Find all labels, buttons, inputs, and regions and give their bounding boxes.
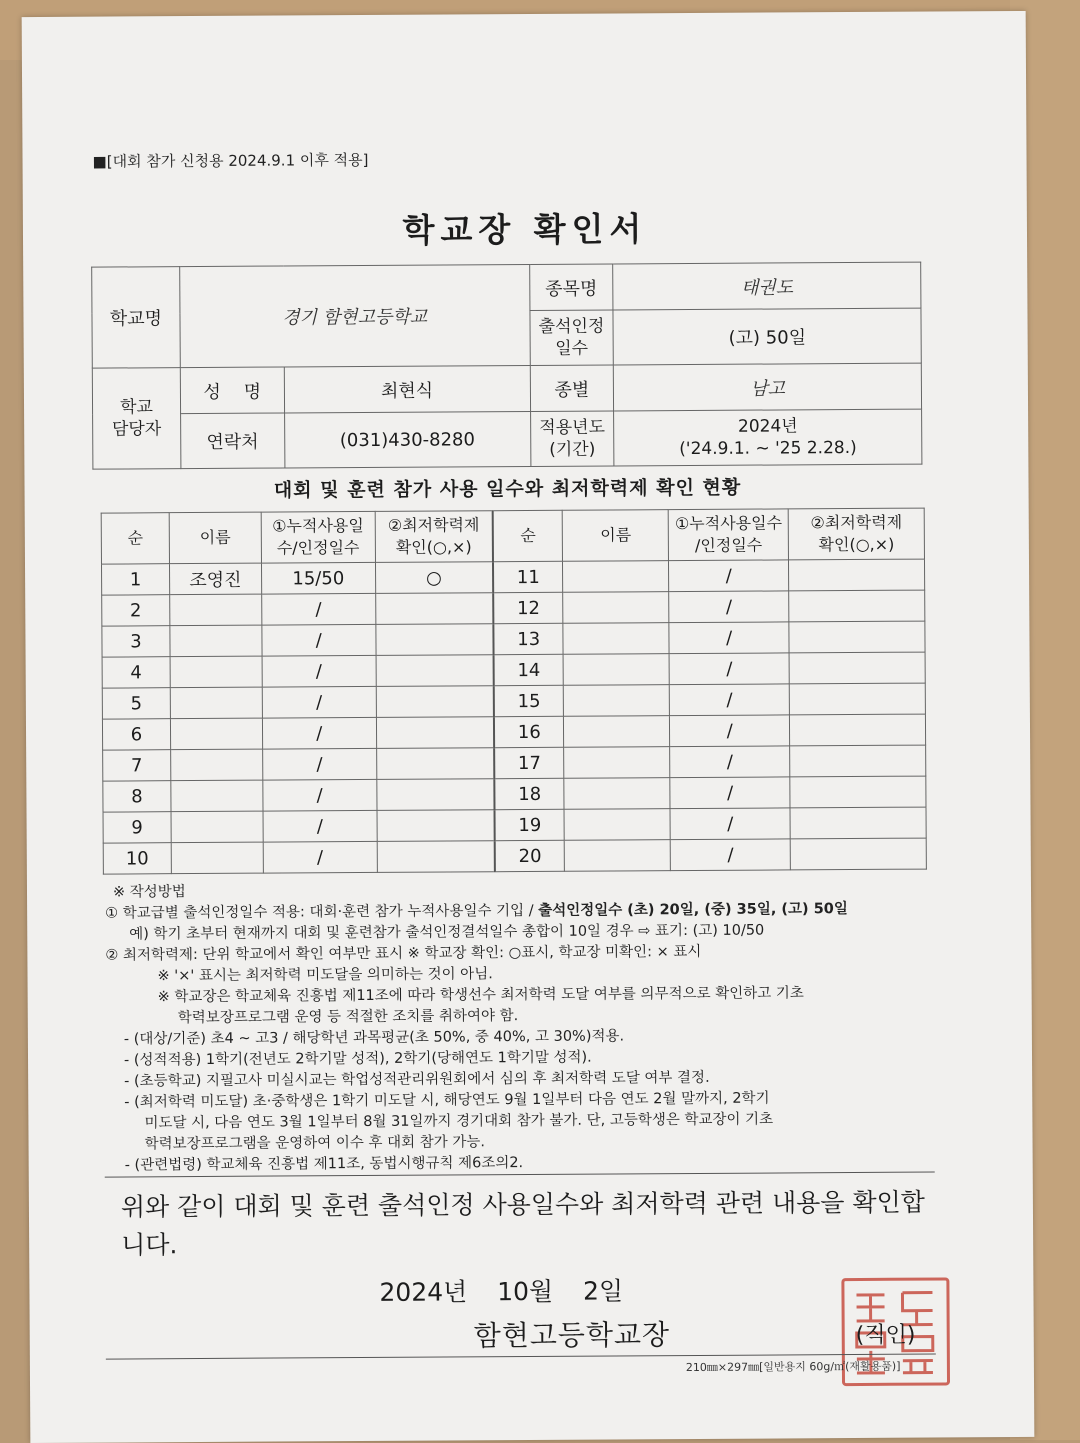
instr-line6: 학력보장프로그램 운영 등 적절한 조치를 취하여야 함. xyxy=(177,1008,519,1027)
contact-value: (031)430-8280 xyxy=(284,411,530,467)
instr-line13: - (관련법령) 학교체육 진흥법 제11조, 동법시행규칙 제6조의2. xyxy=(124,1155,524,1174)
school-label: 학교명 xyxy=(92,267,180,369)
left-cell-days: / xyxy=(263,810,377,842)
right-cell-days: / xyxy=(670,715,790,747)
header-min-right-line1: ②최저학력제 xyxy=(810,512,903,533)
left-cell-name xyxy=(171,842,263,874)
attend-label xyxy=(529,310,613,366)
left-cell-days: 15/50 xyxy=(261,562,375,594)
sport-value: 태권도 xyxy=(613,262,921,310)
left-cell-no: 8 xyxy=(103,781,171,812)
right-cell-mark xyxy=(790,745,926,777)
date-year: 2024년 xyxy=(379,1277,468,1307)
table-row xyxy=(103,776,926,812)
document-title: 학교장 확인서 xyxy=(402,209,648,250)
manager-label-line2: 담당자 xyxy=(111,419,162,440)
header-name-right: 이름 xyxy=(563,510,669,562)
right-cell-days: / xyxy=(669,591,789,623)
manager-label-line1: 학교 xyxy=(119,397,153,418)
left-cell-mark xyxy=(376,779,494,811)
instr-line8: - (성적적용) 1학기(전년도 2학기말 성적), 2학기(당해연도 1학기말 성적). xyxy=(123,1049,592,1069)
left-cell-name xyxy=(170,718,262,750)
instr-heading: ※ 작성방법 xyxy=(112,884,186,901)
left-cell-mark xyxy=(376,624,494,656)
right-cell-no: 12 xyxy=(493,592,563,623)
header-min xyxy=(375,511,493,563)
left-cell-no: 10 xyxy=(103,843,171,874)
right-cell-days: / xyxy=(670,808,790,840)
left-cell-no: 3 xyxy=(102,626,170,657)
left-cell-name xyxy=(170,594,262,626)
left-cell-days: / xyxy=(262,624,376,656)
instr-line3: ② 최저학력제: 단위 학교에서 확인 여부만 표시 ※ 학교장 확인: ○표시, 학교장 미확인: × 표시 xyxy=(105,943,702,964)
left-cell-mark xyxy=(376,655,494,687)
contact-label: 연락처 xyxy=(180,413,284,469)
right-cell-no: 17 xyxy=(494,747,564,778)
left-cell-no: 4 xyxy=(102,657,170,688)
table-row xyxy=(102,714,925,750)
right-cell-name xyxy=(565,840,671,872)
year-label-line1: 적용년도 xyxy=(539,417,606,438)
left-cell-no: 5 xyxy=(102,688,170,719)
participation-table xyxy=(101,508,927,875)
gender-label: 종별 xyxy=(530,365,614,412)
paper-spec: 210㎜×297㎜[일반용지 60g/㎡(재활용품)] xyxy=(685,1359,901,1375)
document-paper xyxy=(22,11,1035,1443)
left-cell-days: / xyxy=(263,779,377,811)
left-cell-mark xyxy=(377,841,495,873)
right-cell-mark xyxy=(790,776,926,808)
instr-line9: - (초등학교) 지필고사 미실시교는 학업성적관리위원회에서 심의 후 최저학력 도달 여부 결정. xyxy=(124,1069,710,1090)
right-cell-mark xyxy=(789,559,925,591)
right-cell-no: 16 xyxy=(494,716,564,747)
right-cell-name xyxy=(564,747,670,779)
header-days-line1: ①누적사용일 xyxy=(272,515,364,536)
date-day: 2일 xyxy=(583,1276,624,1306)
header-no: 순 xyxy=(101,513,169,564)
instr-line10: - (최저학력 미도달) 초·중학생은 1학기 미도달 시, 해당연도 9월 1일부터 다음 연도 2월 말까지, 2학기 xyxy=(124,1090,770,1111)
right-cell-mark xyxy=(790,838,926,870)
left-cell-days: / xyxy=(261,593,375,625)
header-days-line2: 수/인정일수 xyxy=(276,538,360,558)
instr-line1-a: ① 학교급별 출석인정일수 적용: 대회·훈련 참가 누적사용일수 기입 / xyxy=(105,902,539,922)
principal-name: 함현고등학교장 xyxy=(473,1318,671,1353)
right-cell-days: / xyxy=(669,622,789,654)
gender-value: 남고 xyxy=(614,363,922,411)
right-cell-mark xyxy=(789,590,925,622)
manager-label xyxy=(92,368,180,470)
instr-line1-b: 출석인정일수 (초) 20일, (중) 35일, (고) 50일 xyxy=(538,901,848,919)
left-cell-no: 9 xyxy=(103,812,171,843)
confirm-text: 위와 같이 대회 및 훈련 출석인정 사용일수와 최저학력 관련 내용을 확인합니다. xyxy=(120,1187,925,1260)
right-cell-name xyxy=(563,561,669,593)
table-row xyxy=(102,590,925,626)
left-cell-name xyxy=(171,811,263,843)
right-cell-name xyxy=(563,623,669,655)
table-row xyxy=(103,838,926,874)
instr-line5: ※ 학교장은 학교체육 진흥법 제11조에 따라 학생선수 최저학력 도달 여부를 의무적으로 확인하고 기초 xyxy=(157,985,804,1006)
instr-line7: - (대상/기준) 초4 ~ 고3 / 해당학년 과목평균(초 50%, 중 40%, 고 30%)적용. xyxy=(123,1028,625,1048)
left-cell-mark xyxy=(376,686,494,718)
attend-label-line2: 일수 xyxy=(555,338,589,359)
section-title: 대회 및 훈련 참가 사용 일수와 최저학력제 확인 현황 xyxy=(273,476,742,502)
right-cell-mark xyxy=(789,621,925,653)
table-row xyxy=(102,683,925,719)
right-cell-mark xyxy=(790,807,926,839)
right-cell-no: 13 xyxy=(493,623,563,654)
left-cell-no: 7 xyxy=(103,750,171,781)
header-note: ■[대회 참가 신청용 2024.9.1 이후 적용] xyxy=(92,150,369,171)
left-cell-days: / xyxy=(263,841,377,873)
year-label-line2: (기간) xyxy=(549,439,596,460)
header-no-right: 순 xyxy=(493,510,563,561)
header-days xyxy=(261,511,375,563)
right-cell-days: / xyxy=(670,839,790,871)
left-cell-days: / xyxy=(262,748,376,780)
right-cell-no: 11 xyxy=(493,561,563,592)
name-label: 성 명 xyxy=(180,367,284,414)
right-cell-no: 19 xyxy=(495,809,565,840)
instr-line11: 미도달 시, 다음 연도 3월 1일부터 8월 31일까지 경기대회 참가 불가. 단, 고등학생은 학교장이 기초 xyxy=(144,1111,774,1132)
right-cell-no: 18 xyxy=(494,778,564,809)
left-cell-days: / xyxy=(262,686,376,718)
info-table xyxy=(91,262,922,470)
right-cell-name xyxy=(564,778,670,810)
header-min-right xyxy=(788,508,924,560)
year-value xyxy=(614,409,922,466)
right-cell-mark xyxy=(789,652,925,684)
instr-line2: 예) 학기 초부터 현재까지 대회 및 훈련참가 출석인정결석일수 총합이 10일 경우 ⇨ 표기: (고) 10/50 xyxy=(129,922,765,943)
year-label xyxy=(530,411,614,467)
instr-line12: 학력보장프로그램을 운영하여 이수 후 대회 참가 가능. xyxy=(144,1134,486,1153)
right-cell-name xyxy=(564,809,670,841)
left-cell-days: / xyxy=(262,655,376,687)
left-cell-name xyxy=(170,656,262,688)
left-cell-no: 6 xyxy=(102,719,170,750)
right-cell-days: / xyxy=(670,777,790,809)
right-cell-name xyxy=(564,685,670,717)
date-month: 10월 xyxy=(497,1276,554,1307)
right-cell-mark xyxy=(789,683,925,715)
left-cell-name xyxy=(170,625,262,657)
left-cell-no: 1 xyxy=(101,564,169,595)
left-cell-mark: ○ xyxy=(375,562,493,594)
left-cell-name xyxy=(171,780,263,812)
right-cell-no: 20 xyxy=(495,840,565,871)
table-header-row xyxy=(101,508,924,564)
header-min-line2: 확인(○,×) xyxy=(395,537,472,557)
right-cell-no: 14 xyxy=(494,654,564,685)
table-row xyxy=(102,652,925,688)
table-row xyxy=(103,745,926,781)
left-cell-name: 조영진 xyxy=(169,563,261,595)
right-cell-name xyxy=(563,592,669,624)
right-cell-no: 15 xyxy=(494,685,564,716)
header-days-right xyxy=(668,509,788,561)
left-cell-days: / xyxy=(262,717,376,749)
name-value: 최현식 xyxy=(284,365,530,413)
table-row xyxy=(101,559,924,595)
year-value-line2: ('24.9.1. ~ '25 2.28.) xyxy=(679,437,857,460)
attend-value: (고) 50일 xyxy=(613,308,921,365)
right-cell-days: / xyxy=(669,653,789,685)
right-cell-days: / xyxy=(670,684,790,716)
year-value-line1: 2024년 xyxy=(737,416,798,437)
right-cell-name xyxy=(564,654,670,686)
table-row xyxy=(102,621,925,657)
instructions xyxy=(105,877,947,1176)
attend-label-line1: 출석인정 xyxy=(538,316,605,337)
issue-date xyxy=(379,1271,645,1309)
left-cell-mark xyxy=(376,748,494,780)
header-min-right-line2: 확인(○,×) xyxy=(818,534,895,555)
left-cell-mark xyxy=(376,717,494,749)
header-days-right-line1: ①누적사용일수 xyxy=(674,513,783,534)
header-days-right-line2: /인정일수 xyxy=(694,535,763,555)
left-cell-name xyxy=(171,749,263,781)
left-cell-mark xyxy=(377,810,495,842)
header-name: 이름 xyxy=(169,512,261,564)
left-cell-name xyxy=(170,687,262,719)
left-cell-no: 2 xyxy=(102,595,170,626)
instr-line4: ※ '×' 표시는 최저학력 미도달을 의미하는 것이 아님. xyxy=(157,966,493,985)
seal-label: (직인) xyxy=(855,1322,916,1349)
right-cell-days: / xyxy=(669,560,789,592)
header-min-line1: ②최저학력제 xyxy=(387,515,480,535)
right-cell-mark xyxy=(790,714,926,746)
right-cell-days: / xyxy=(670,746,790,778)
left-cell-mark xyxy=(375,593,493,625)
sport-label: 종목명 xyxy=(529,264,613,311)
school-value: 경기 함현고등학교 xyxy=(180,264,530,367)
right-cell-name xyxy=(564,716,670,748)
table-row xyxy=(103,807,926,843)
